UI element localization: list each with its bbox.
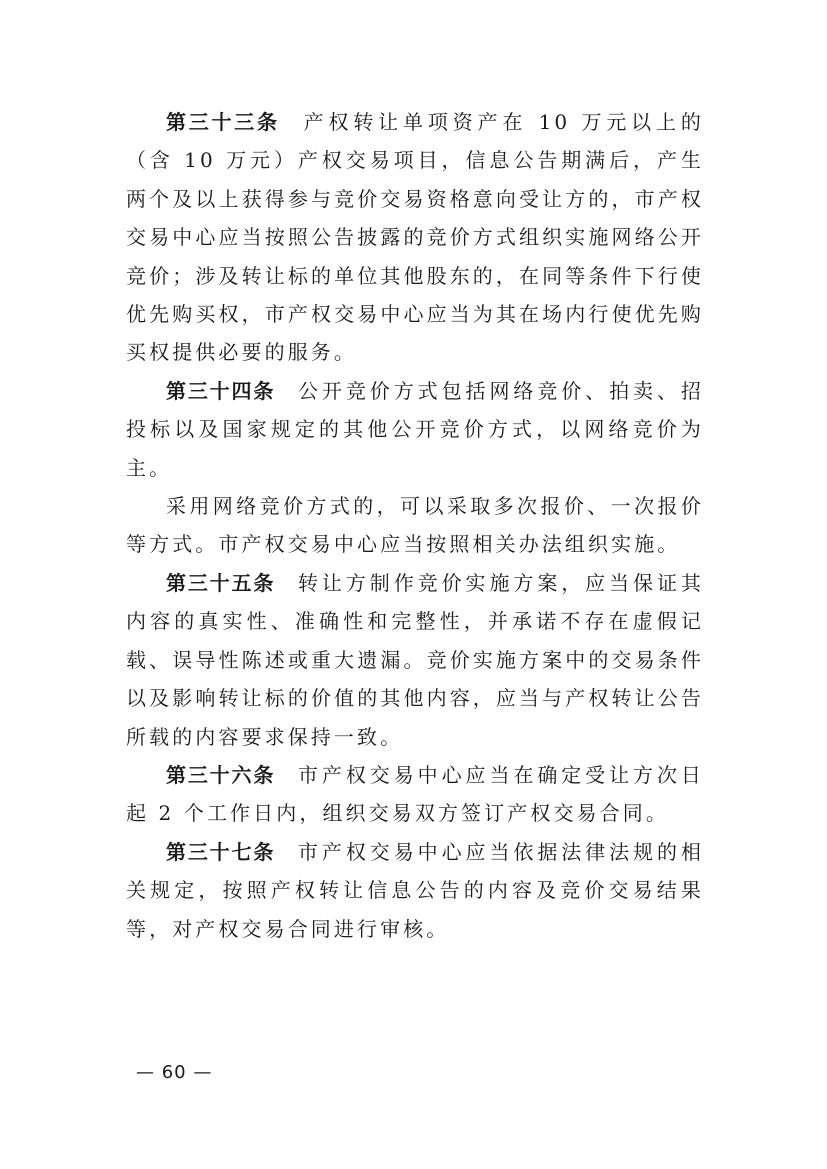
- article-34-paragraph-2: [126, 487, 704, 564]
- article-text: 产权转让单项资产在 10 万元以上的（含 10 万元）产权交易项目，信息公告期满后，产生两个及以上获得参与竞价交易资格意向受让方的，市产权交易中心应当按照公告披露的竞价方式组织实施网络公开竞价；涉及转让标的单位其他股东的，在同等条件下行使优先购买权，市产权交易中心应当为其在场内行使优先购买权提供必要的服务。: [126, 110, 705, 365]
- page-number: — 60 —: [136, 1062, 213, 1083]
- document-body: [126, 103, 704, 948]
- paragraph-text: 采用网络竞价方式的，可以采取多次报价、一次报价等方式。市产权交易中心应当按照相关办法组织实施。: [126, 494, 704, 557]
- article-text: 转让方制作竞价实施方案，应当保证其内容的真实性、准确性和完整性，并承诺不存在虚假记载、误导性陈述或重大遗漏。竞价实施方案中的交易条件以及影响转让标的价值的其他内容，应当与产权转让公告所载的内容要求保持一致。: [126, 570, 705, 749]
- article-text: 市产权交易中心应当依据法律法规的相关规定，按照产权转让信息公告的内容及竞价交易结果等，对产权交易合同进行审核。: [126, 839, 705, 941]
- article-number: 第三十六条: [166, 762, 276, 787]
- article-37: [126, 833, 704, 948]
- article-text: 市产权交易中心应当在确定受让方次日起 2 个工作日内，组织交易双方签订产权交易合同。: [126, 762, 705, 826]
- article-number: 第三十四条: [166, 378, 276, 403]
- article-number: 第三十三条: [166, 110, 280, 134]
- article-35: [126, 564, 704, 756]
- article-36: [126, 756, 704, 833]
- article-number: 第三十五条: [166, 570, 276, 595]
- article-number: 第三十七条: [166, 839, 276, 864]
- article-text: 公开竞价方式包括网络竞价、拍卖、招投标以及国家规定的其他公开竞价方式，以网络竞价为主。: [126, 378, 705, 480]
- article-33: [126, 103, 704, 372]
- article-34: [126, 372, 704, 487]
